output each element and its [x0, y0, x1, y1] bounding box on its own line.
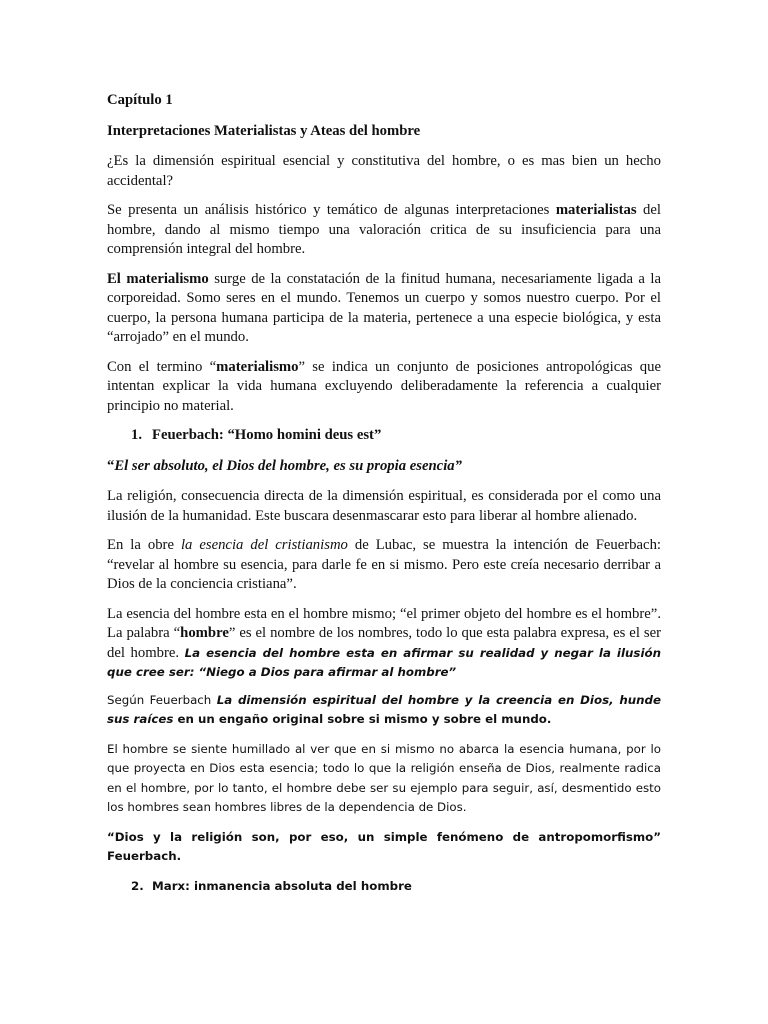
- bold-term: materialismo: [216, 358, 299, 375]
- text-run: del hombre, dando al mismo tiempo una valoración critica de su insuficiencia para una comprensión integral del hombre.: [107, 202, 661, 257]
- text-run: Con el termino “: [107, 358, 217, 375]
- chapter-heading: Capítulo 1: [107, 92, 173, 108]
- paragraph-materialismo: [107, 270, 661, 348]
- list-number: 2.: [131, 878, 144, 893]
- paragraph-segun-feuerbach: [107, 691, 661, 730]
- quote-mark: “: [107, 457, 115, 474]
- text-run: La esencia del hombre esta en el hombre mismo; “el primer objeto del hombre es el hombre”. La palabra “: [107, 605, 661, 641]
- text-run: En la obre: [107, 537, 181, 553]
- section-heading-feuerbach: [131, 426, 661, 446]
- section-heading-marx: [131, 877, 661, 897]
- bold-italic-run: La dimensión espiritual del hombre y la creencia en Dios, hunde sus raíces: [107, 692, 661, 726]
- quote-text: El ser absoluto, el Dios del hombre, es su propia esencia”: [114, 457, 462, 474]
- bold-term: hombre: [180, 625, 229, 641]
- paragraph-antropomorfismo: “Dios y la religión son, por eso, un simple fenómeno de antropomorfismo” Feuerbach.: [107, 829, 661, 863]
- list-number: 1.: [131, 427, 143, 443]
- text-run: ” es el nombre de los nombres, todo lo que esta palabra expresa, es el ser del hombre.: [107, 625, 661, 661]
- paragraph-esencia: [107, 605, 661, 683]
- bold-italic-run: La esencia del hombre esta en afirmar su realidad y negar la ilusión que cree ser: “Niego a Dios para afirmar al hombre”: [107, 645, 661, 679]
- paragraph-intro: [107, 201, 661, 260]
- text-run: Se presenta un análisis histórico y temático de algunas interpretaciones: [107, 202, 556, 218]
- italic-title: la esencia del cristianismo: [180, 537, 348, 553]
- text-run: de Lubac, se muestra la intención de Feuerbach: “revelar al hombre su esencia, para darle fe en si mismo. Pero este creía necesario derribar a Dios de la conciencia cristiana”.: [107, 537, 661, 592]
- text-run: Según Feuerbach: [107, 692, 217, 707]
- bold-term: El materialismo: [107, 270, 209, 287]
- quote-heading: [107, 457, 661, 477]
- section-label: Marx: inmanencia absoluta del hombre: [152, 878, 412, 893]
- paragraph-termino: [107, 358, 661, 417]
- section-label: Feuerbach: “Homo homini deus est”: [152, 427, 382, 443]
- text-run: surge de la constatación de la finitud humana, necesariamente ligada a la corporeidad. Somo seres en el mundo. Tenemos un cuerpo y somos nuestro cuerpo. Por el cuerpo, la persona humana participa de la materia, pertenece a una especie biológica, y esta “arrojado” en el mundo.: [107, 270, 662, 345]
- paragraph-lubac: [107, 536, 661, 595]
- bold-term: materialistas: [555, 202, 637, 218]
- paragraph-humillado: El hombre se siente humillado al ver que en si mismo no abarca la esencia humana, por lo que proyecta en Dios esta esencia; todo lo que la religión enseña de Dios, realmente radica en el hombre, por lo tanto, el hombre debe ser su ejemplo para seguir, así, desmentido esto los hombres sean hombres libres de la dependencia de Dios.: [107, 741, 661, 814]
- text-run: ” se indica un conjunto de posiciones antropológicas que intentan explicar la vida humana excluyendo deliberadamente la referencia a cualquier principio no material.: [107, 358, 661, 414]
- bold-run: en un engaño original sobre si mismo y sobre el mundo.: [173, 712, 552, 726]
- chapter-title: Interpretaciones Materialistas y Ateas del hombre: [107, 122, 421, 139]
- paragraph-question: ¿Es la dimensión espiritual esencial y constitutiva del hombre, o es mas bien un hecho accidental?: [107, 153, 661, 189]
- paragraph-religion: La religión, consecuencia directa de la dimensión espiritual, es considerada por el como una ilusión de la humanidad. Este buscara desenmascarar esto para liberar al hombre alienado.: [107, 488, 661, 524]
- document-body: [107, 91, 661, 907]
